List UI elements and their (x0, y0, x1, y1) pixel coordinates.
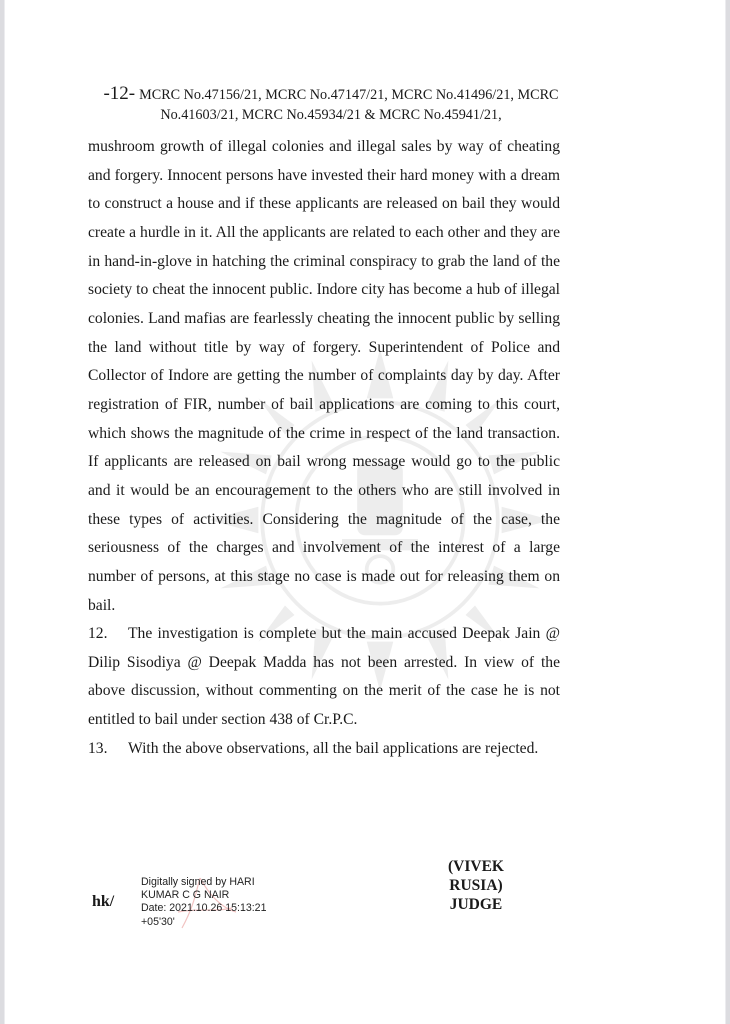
digital-signature-block (141, 876, 266, 929)
page-header (96, 84, 566, 125)
case-numbers: MCRC No.47156/21, MCRC No.47147/21, MCRC No.41496/21, MCRC No.41603/21, MCRC No.45934/21 & MCRC No.45941/21, (139, 87, 559, 123)
judgment-body (88, 133, 560, 763)
paragraph-13 (88, 735, 560, 764)
paragraph-text: The investigation is complete but the main accused Deepak Jain @ Dilip Sisodiya @ Deepak Madda has not been arrested. In view of the above discussion, without commenting on the merit of the case he is not entitled to bail under section 438 of Cr.P.C. (88, 625, 560, 729)
paragraph-text: With the above observations, all the bail applications are rejected. (128, 739, 539, 757)
judge-signature-block (420, 857, 532, 914)
page-edge-right (725, 0, 730, 1024)
continuation-paragraph: mushroom growth of illegal colonies and illegal sales by way of cheating and forgery. Innocent persons have invested their hard money with a dream to construct a house and if these applicants are released on bail they would create a hurdle in it. All the applicants are related to each other and they are in hand-in-glove in hatching the criminal conspiracy to grab the land of the society to cheat the innocent public. Indore city has become a hub of illegal colonies. Land mafias are fearlessly cheating the innocent public by selling the land without title by way of forgery. Superintendent of Police and Collector of Indore are getting the number of complaints day by day. After registration of FIR, number of bail applications are coming to this court, which shows the magnitude of the crime in respect of the land transaction. If applicants are released on bail wrong message would go to the public and it would be an encouragement to the others who are still involved in these types of activities. Considering the magnitude of the case, the seriousness of the charges and involvement of the interest of a large number of persons, at this stage no case is made out for releasing them on bail. (88, 138, 560, 614)
paragraph-number: 13. (88, 739, 108, 757)
signature-line: KUMAR C G NAIR (141, 889, 230, 902)
typist-initials: hk/ (92, 893, 115, 910)
signature-timezone: +05'30' (141, 915, 175, 928)
signature-line: Digitally signed by HARI (141, 876, 255, 888)
paragraph-12 (88, 620, 560, 735)
paragraph-number: 12. (88, 625, 108, 643)
judge-name: (VIVEK RUSIA) (448, 858, 504, 894)
page-number: -12- (103, 83, 136, 104)
judge-title: JUDGE (449, 896, 503, 913)
page-edge-left (0, 0, 5, 1024)
signature-date: Date: 2021.10.26 15:13:21 (141, 902, 267, 915)
